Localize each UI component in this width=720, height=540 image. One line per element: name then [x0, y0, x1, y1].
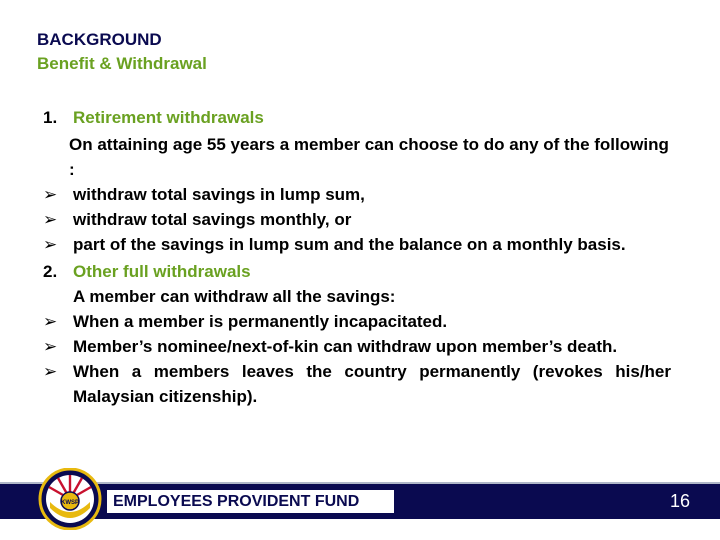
list-item	[43, 334, 671, 359]
arrow-bullet-icon: ➢	[43, 185, 58, 204]
arrow-bullet-icon: ➢	[43, 312, 58, 331]
bullet-text: When a members leaves the country permanently (revokes his/her Malaysian citizenship).	[73, 362, 671, 406]
section-2-number: 2.	[43, 262, 58, 281]
section-1-number: 1.	[43, 108, 58, 127]
svg-text:KWSP: KWSP	[61, 500, 79, 506]
slide-subtitle: Benefit & Withdrawal	[37, 54, 207, 73]
section-1-heading	[43, 105, 671, 130]
arrow-bullet-icon: ➢	[43, 235, 58, 254]
arrow-bullet-icon: ➢	[43, 210, 58, 229]
kwsp-logo-icon	[38, 468, 102, 530]
page-number: 16	[669, 491, 690, 511]
list-item	[43, 359, 671, 409]
bullet-text: withdraw total savings in lump sum,	[73, 185, 365, 204]
list-item	[43, 182, 671, 207]
bullet-text: When a member is permanently incapacitated.	[73, 312, 448, 331]
arrow-bullet-icon: ➢	[43, 337, 58, 356]
section-1-title: Retirement withdrawals	[73, 108, 264, 127]
section-2-intro: A member can withdraw all the savings:	[73, 287, 396, 306]
slide-header	[37, 29, 207, 75]
section-1-intro: On attaining age 55 years a member can choose to do any of the following :	[69, 135, 669, 179]
list-item	[43, 232, 671, 257]
list-item	[43, 207, 671, 232]
slide-title: BACKGROUND	[37, 30, 162, 49]
bullet-text: part of the savings in lump sum and the balance on a monthly basis.	[73, 235, 626, 254]
bullet-text: withdraw total savings monthly, or	[73, 210, 352, 229]
section-2-title: Other full withdrawals	[73, 262, 251, 281]
section-2-heading	[43, 259, 671, 284]
footer-label: EMPLOYEES PROVIDENT FUND	[107, 490, 394, 513]
arrow-bullet-icon: ➢	[43, 362, 58, 381]
slide-body	[43, 105, 671, 409]
list-item	[43, 309, 671, 334]
slide-footer	[0, 484, 720, 519]
bullet-text: Member’s nominee/next-of-kin can withdraw upon member’s death.	[73, 337, 618, 356]
